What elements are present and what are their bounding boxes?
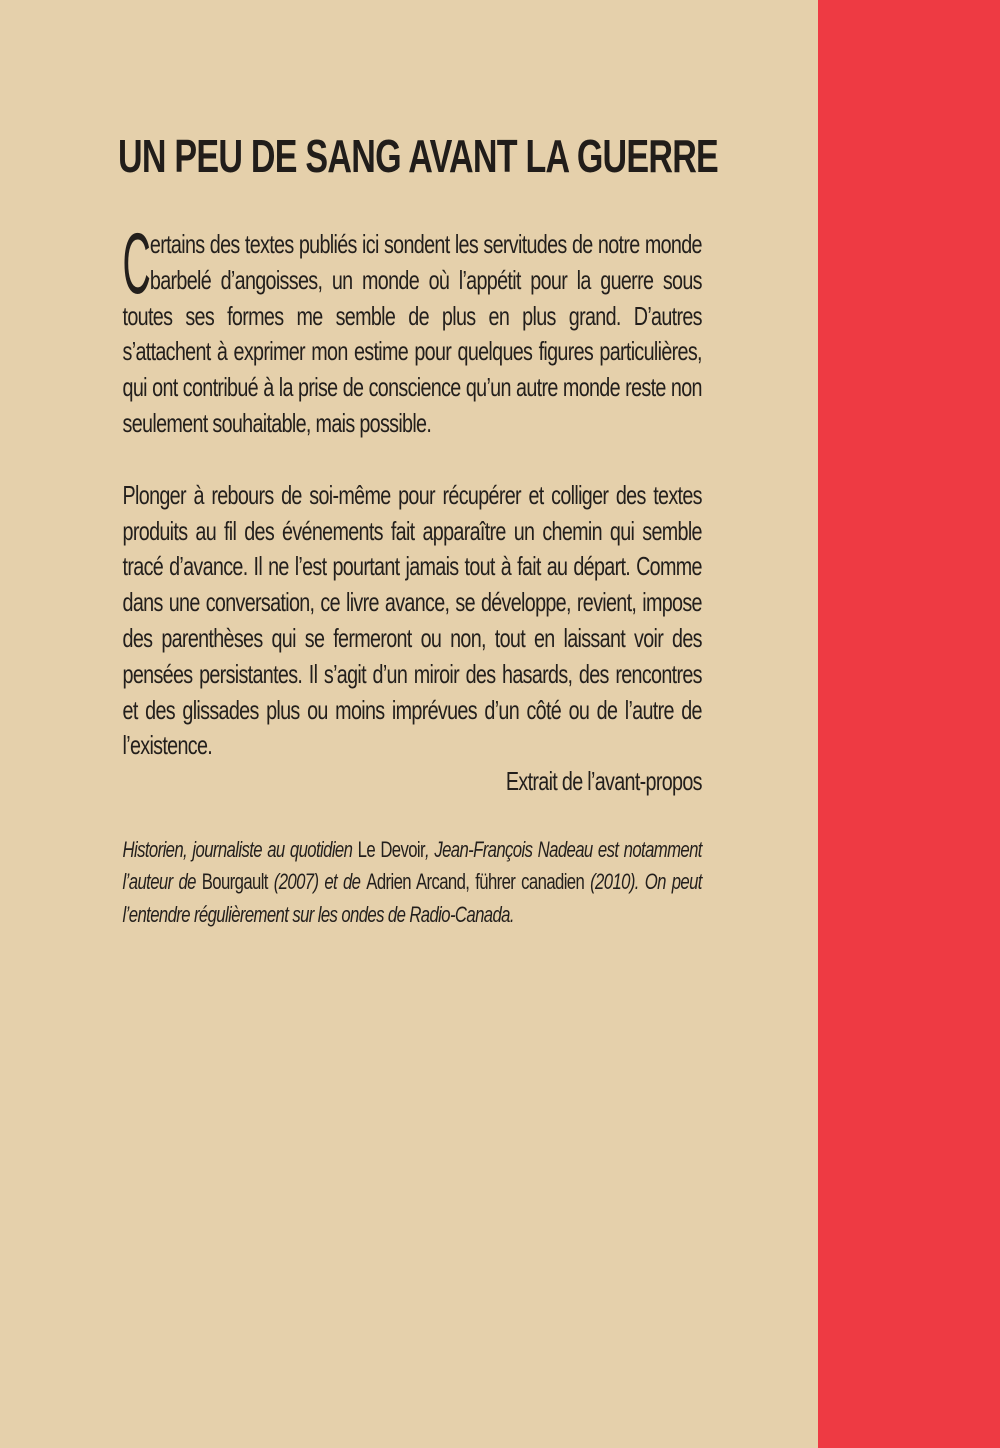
drop-cap: C	[122, 216, 151, 312]
bio-part1: Historien, journaliste au quotidien	[122, 836, 358, 862]
second-paragraph: Plonger à rebours de soi-même pour récupérer et colliger des textes produits au fil des événements fait apparaître un chemin qui semble tracé d’avance. Il ne l’est pourtant jamais tout à fait au départ. Comme dans une conversation, ce livre avance, se développe, revient, impose des parenthèses qui se fermeront ou non, tout en laissant voir des pensées persistantes. Il s’agit d’un miroir des hasards, des rencontres et des glissades plus ou moins imprévues d’un côté ou de l’autre de l’existence.	[122, 479, 702, 761]
bio-book1: Bourgault	[201, 869, 268, 895]
intro-paragraph-text: ertains des textes publiés ici sondent les servitudes de notre monde barbelé d’angoisses, un monde où l’appétit pour la guerre sous toutes ses formes me semble de plus en plus grand. D’autres s’attachent à exprimer mon estime pour quelques figures particulières, qui ont contribué à la prise de conscience qu’un autre monde reste non seulement souhaitable, mais possible.	[122, 229, 702, 438]
intro-paragraph	[118, 216, 702, 442]
bio-part2: , Jean-François Nadeau est notamment l’auteur de	[122, 836, 702, 895]
bio-part3: (2007) et de	[267, 869, 367, 895]
bio-newspaper: Le Devoir	[357, 836, 425, 862]
excerpt-attribution: Extrait de l’avant-propos	[505, 766, 702, 797]
bio-part4: (2010). On peut l’entendre régulièrement sur les ondes de Radio-Canada.	[122, 869, 702, 927]
book-title: UN PEU DE SANG AVANT LA GUERRE	[118, 130, 719, 182]
bio-book2: Adrien Arcand, führer canadien	[366, 869, 585, 895]
red-accent-band	[818, 0, 1000, 1448]
back-cover-content	[118, 128, 719, 953]
text-block	[118, 216, 702, 931]
author-bio	[118, 834, 702, 932]
